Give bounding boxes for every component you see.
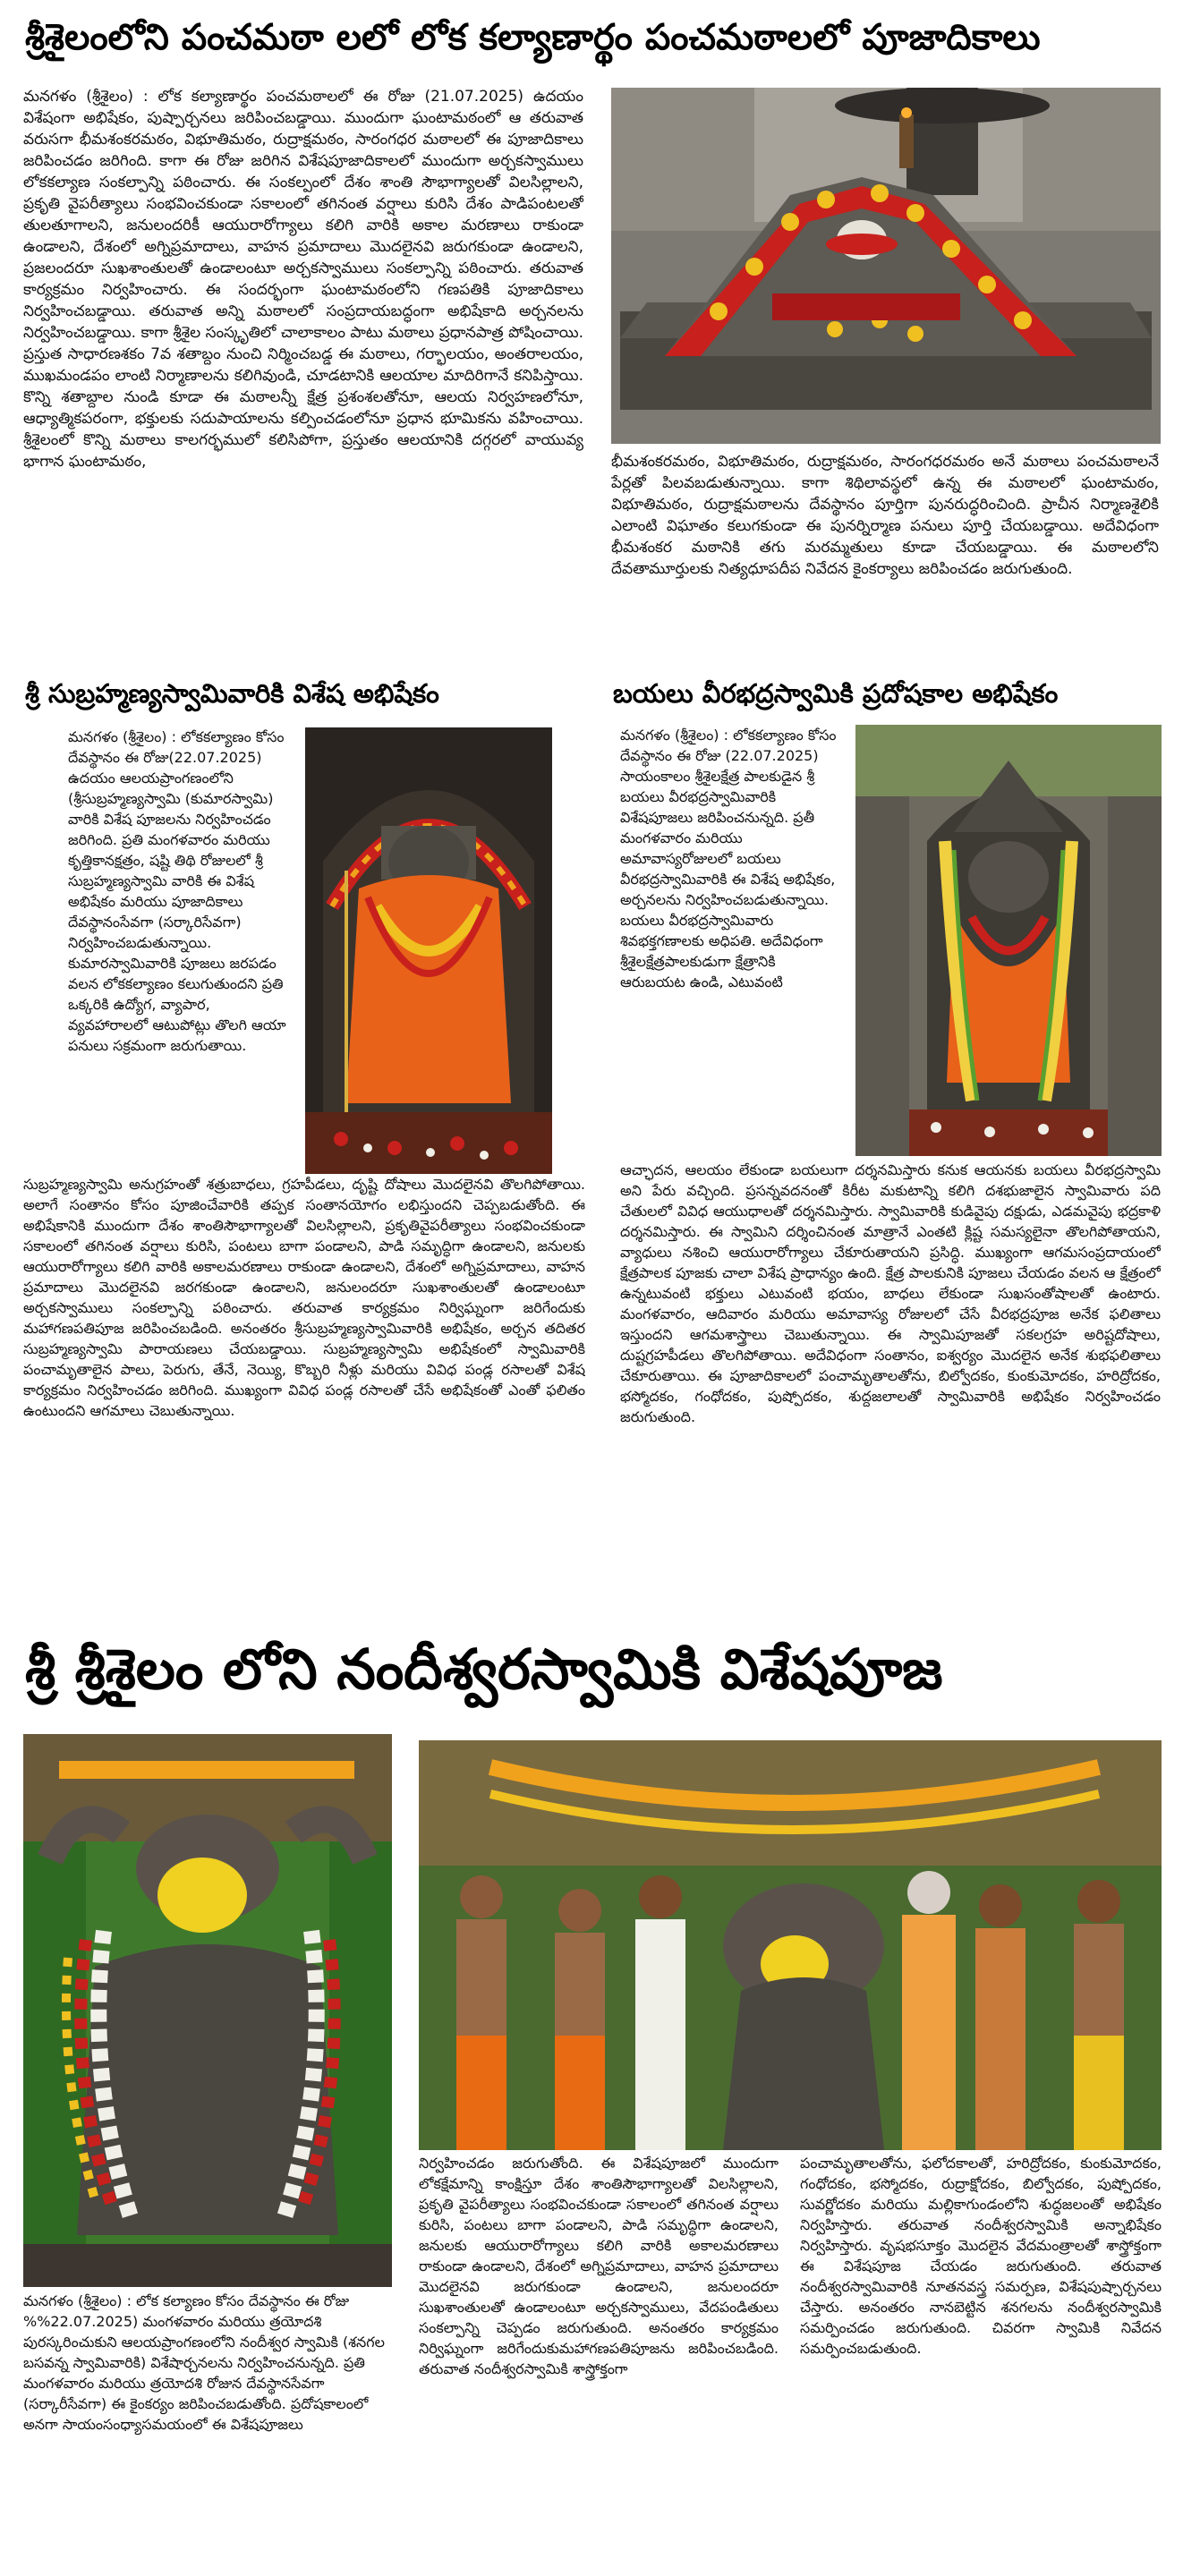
shivalinga-garland-photo <box>611 88 1161 444</box>
subrahmanya-body-bottom: సుబ్రహ్మణ్యస్వామి అనుగ్రహంతో శత్రుబాధలు, గ్రహపీడలు, దృష్టి దోషాలు మొదలైనవి తొలగిపోతాయి. అలాగే సంతానం కోసం పూజించేవారికి తప్పక సంతానయోగం లభిస్తుందని చెప్పబడుతోంది. ఈ అభిషేకానికి ముందుగా దేశం శాంతిసౌభాగ్యాలతో విలసిల్లాలని, ప్రకృతివైపరీత్యాలు సంభవించకుండా సకాలంలో తగినంత వర్షాలు కురిసి, పంటలు బాగా పండాలని, పాడి సమృద్ధిగా ఉండాలని, జనులకు ఆయురారోగ్యాలు కలిగి వారికి అకాలమరణాలు రాకుండా ఉండాలని, దేశంలో అగ్నిప్రమాదాలు, వాహన ప్రమాదాలు మొదలైనవి జరగకుండా ఉండాలని, జనులందరూ సుఖశాంతులతో ఉండాలంటూ అర్చకస్వాములు సంకల్పాన్ని పఠించారు. తరువాత కార్యక్రమం నిర్విఘ్నంగా జరిగేందుకు మహాగణపతిపూజ జరిపించబడింది. అనంతరం శ్రీసుబ్రహ్మణ్యస్వామివారికి అభిషేకం, అర్చన తదితర సుబ్రహ్మణ్యస్వామి పారాయణలు చేయబడ్డాయి. సుబ్రహ్మణ్యస్వామి అభిషేకంలో స్వామివారికి పంచామృతాలైన పాలు, పెరుగు, తేనే, నెయ్యి, కొబ్బరి నీళ్లు మరియు వివిధ పండ్ల రసాలతో విశేష కార్యక్రమం నిర్వహించడం జరిగింది. ముఖ్యంగా వివిధ పండ్ల రసాలతో చేసే అభిషేకంతో ఎంతో ఫలితం ఉంటుందని ఆగమాలు చెబుతున్నాయి. <box>23 1176 585 1419</box>
panchamatha-body-col1: మనగళం (శ్రీశైలం) : లోక కల్యాణార్థం పంచమఠాలలో ఈ రోజు (21.07.2025) ఉదయం విశేషంగా అభిషేకం, పుష్పార్చనలు జరిపించబడ్డాయి. ముందుగా ఘంటామఠంలో ఆ తరువాత వరుసగా భీమశంకరమఠం, విభూతిమఠం, రుద్రాక్షమఠం, సారంగధర మఠాలలో ఈ పూజాదికాలు జరిపించడం జరిగింది. కాగా ఈ రోజు జరిగిన విశేషపూజాదికాలలో ముందుగా అర్చకస్వాములు లోకకల్యాణ సంకల్పాన్ని పఠించారు. ఈ సంకల్పంలో దేశం శాంతి సౌభాగ్యాలతో విలసిల్లాలని, ప్రకృతి వైపరీత్యాలు సంభవించకుండా సకాలంలో తగినంత వర్షాలు కురిసి దేశం పాడిపంటలతో తులతూగాలని, జనులందరికీ ఆయురారోగ్యాలు కలిగి వారికి అకాల మరణాలు రాకుండా ఉండాలని, దేశంలో అగ్నిప్రమాదాలు, వాహన ప్రమాదాలు మొదలైనవి జరుగకుండా ఉండాలని, ప్రజలందరూ సుఖశాంతులతో ఉండాలంటూ అర్చకస్వాములు సంకల్పాన్ని పఠించారు. తరువాత కార్యక్రమం నిర్వహించారు. ఈ సందర్భంగా ఘంటామఠంలోని గణపతికి పూజాదికాలు నిర్వహించబడ్డాయి. తరువాత అన్ని మఠాలలో సంప్రదాయబద్ధంగా అభిషేకాది అర్చనలను నిర్వహించబడ్డాయి. కాగా శ్రీశైల సంస్కృతిలో చాలాకాలం పాటు మఠాలు ప్రధానపాత్ర పోషించాయి. ప్రస్తుత సాధారణశకం 7వ శతాబ్దం నుంచి నిర్మించబడ్డ ఈ మఠాలు, గర్భాలయం, అంతరాలయం, ముఖమండపం లాంటి నిర్మాణాలను కలిగివుండి, చూడటానికి ఆలయాల మాదిరిగానే కనిపిస్తాయి. కొన్ని శతాబ్దాల నుండి కూడా ఈ మఠాలన్నీ క్షేత్ర ప్రశంశలతోనూ, ఆలయ నిర్వహణలోనూ, ఆధ్యాత్మికపరంగా, భక్తులకు సదుపాయాలను కల్పించడంలోనూ ప్రధాన భూమికను వహించాయి. శ్రీశైలంలో కొన్ని మఠాలు కాలగర్భములో కలిసిపోగా, ప్రస్తుతం ఆలయానికి దగ్గరలో వాయువ్య భాగాన ఘంటామఠం, <box>23 88 583 471</box>
headline-panchamatha: శ్రీశైలంలోని పంచమఠా లలో లోక కల్యాణార్థం పంచమఠాలలో పూజాదికాలు <box>25 17 1041 58</box>
nandi-idol-photo <box>23 1734 392 2287</box>
nandishwara-body-col2: నిర్వహించడం జరుగుతోంది. ఈ విశేషపూజలో ముందుగా లోకక్షేమాన్ని కాంక్షిస్తూ దేశం శాంతిసౌభాగ్యాలతో విలసిల్లాలని, ప్రకృతి వైపరీత్యాలు సంభవించకుండా సకాలంలో తగినంత వర్షాలు కురిసి, పంటలు బాగా పండాలని, పాడి సమృద్ధిగా ఉండాలని, జనులకు ఆయురారోగ్యాలు కలిగి వారికి అకాలమరణాలు రాకుండా ఉండాలని, దేశంలో అగ్నిప్రమాదాలు, వాహన ప్రమాదాలు మొదలైనవి జరుగకుండా ఉండాలని, జనులందరూ సుఖశాంతులతో ఉండాలంటూ అర్చకస్వాములు, వేదపండితులు సంకల్పాన్ని చెప్పడం జరుగుతుంది. అనంతరం కార్యక్రమం నిర్విఘ్నంగా జరిగేందుకుమహాగణపతిపూజను జరిపించబడింది. తరువాత నందీశ్వరస్వామికి శాస్త్రోక్తంగా <box>419 2155 779 2377</box>
veerabhadra-body-top: మనగళం (శ్రీశైలం) : లోకకల్యాణం కోసం దేవస్థానం ఈ రోజు (22.07.2025) సాయంకాలం శ్రీశైలక్షేత్ర పాలకుడైన శ్రీ బయలు వీరభద్రస్వామివారికి విశేషపూజలు జరిపించనున్నది. ప్రతీ మంగళవారం మరియు అమావాస్యరోజులలో బయలు వీరభద్రస్వామివారికి ఈ విశేష అభిషేకం, అర్చనలను నిర్వహించబడుతున్నాయి. బయలు వీరభద్రస్వామివారు శివభక్తగణాలకు అధిపతి. అదేవిధంగా శ్రీశైలక్షేత్రపాలకుడుగా క్షేత్రానికి ఆరుబయట ఉండి, ఎటువంటి <box>620 727 837 990</box>
subrahmanya-body-top: మనగళం (శ్రీశైలం) : లోకకల్యాణం కోసం దేవస్థానం ఈ రోజు(22.07.2025) ఉదయం ఆలయప్రాంగణంలోని (శ్రీసుబ్రహ్మణ్యస్వామి (కుమారస్వామి) వారికి విశేష పూజలను నిర్వహించడం జరిగింది. ప్రతి మంగళవారం మరియు కృత్తికానక్షత్రం, షష్టి తిథి రోజులలో శ్రీ సుబ్రహ్మణ్యస్వామి వారికి ఈ విశేష అభిషేకం మరియు పూజాదికాలు దేవస్థానంసేవగా (సర్కారిసేవగా) నిర్వహించబడుతున్నాయి. కుమారస్వామివారికి పూజలు జరపడం వలన లోకకల్యాణం కలుగుతుందని ప్రతి ఒక్కరికి ఉద్యోగ, వ్యాపార, వ్యవహారాలలో ఆటుపోట్లు తొలగి ఆయా పనులు సక్రమంగా జరుగుతాయి. <box>68 728 286 1054</box>
panchamatha-body-col2: భీమశంకరమఠం, విభూతిమఠం, రుద్రాక్షమఠం, సారంగధరమఠం అనే మఠాలు పంచమఠాలనే పేర్లతో పిలవబడుతున్నాయి. కాగా శిథిలావస్థలో ఉన్న ఈ మఠాలలో ఘంటామఠం, విభూతిమఠం, రుద్రాక్షమఠాలను దేవస్థానం పూర్తిగా పునరుద్ధరించింది. ప్రాచీన నిర్మాణశైలికి ఎలాంటి విఘాతం కలుగకుండా ఈ పునర్నిర్మాణ పనులు పూర్తి చేయబడ్డాయి. అదేవిధంగా భీమశంకర మఠానికి తగు మరమ్మతులు కూడా చేయబడ్డాయి. ఈ మఠాలలోని దేవతామూర్తులకు నిత్యధూపదీప నివేదన కైంకర్యాలు జరిపించడం జరుగుతుంది. <box>611 453 1159 578</box>
headline-veerabhadra: బయలు వీరభద్రస్వామికి ప్రదోషకాల అభిషేకం <box>613 678 1059 709</box>
nandishwara-body-col1: మనగళం (శ్రీశైలం) : లోక కల్యాణం కోసం దేవస్థానం ఈ రోజు %%22.07.2025) మంగళవారం మరియు త్రయోదశి పురస్కరించుకుని ఆలయప్రాంగణంలోని నందీశ్వర స్వామికి (శనగల బసవన్న స్వామివారికి) విశేషార్చనలను నిర్వహించనున్నది. ప్రతి మంగళవారం మరియు త్రయోదశి రోజున దేవస్థానసేవగా (సర్కారీసేవగా) ఈ కైంకర్యం జరిపించబడుతోంది. ప్రదోషకాలంలో అనగా సాయంసంధ్యాసమయంలో ఈ విశేషపూజలు <box>23 2292 385 2433</box>
veerabhadra-body-bottom: ఆచ్ఛాదన, ఆలయం లేకుండా బయలుగా దర్శనమిస్తారు కనుక ఆయనకు బయలు వీరభద్రస్వామి అని పేరు వచ్చింది. ప్రసన్నవదనంతో కిరీట మకుటాన్ని కలిగి దశభుజాలైన స్వామివారు పది చేతులలో వివిధ ఆయుధాలతో దర్శనమిస్తారు. స్వామివారికి కుడివైపు దక్షుడు, ఎడమవైపు భద్రకాళి దర్శనమిస్తారు. ఈ స్వామిని దర్శించినంత మాత్రానే ఎంతటి క్లిష్ట సమస్యలైనా తొలగిపోతాయని, వ్యాధులు నశించి ఆయురారోగ్యాలు చేకూరుతాయని ప్రసిద్ధి. ముఖ్యంగా ఆగమసంప్రదాయంలో క్షేత్రపాలక పూజకు చాలా విశేష ప్రాధాన్యం ఉంది. క్షేత్ర పాలకునికి పూజలు చేయడం వలన ఆ క్షేత్రంలో ఉన్నటువంటి భక్తులు ఎటువంటి భయం, బాధలు లేకుండా సుఖసంతోషాలతో ఉంటారు. మంగళవారం, ఆదివారం మరియు అమావాస్య రోజులలో చేసే వీరభద్రపూజ అనేక ఫలితాలు ఇస్తుందని ఆగమశాస్త్రాలు చెబుతున్నాయి. ఈ స్వామిపూజతో సకలగ్రహ అరిష్టదోషాలు, దుష్టగ్రహపీడలు తొలగిపోతాయి. అదేవిధంగా సంతానం, ఐశ్వర్యం మొదలైన అనేక శుభఫలితాలు చేకూరుతాయి. ఈ పూజాదికాలలో పంచామృతాలతోను, బిల్వోదకం, కుంకుమోదకం, హరిద్రోదకం, భస్మోదకం, గంధోదకం, పుష్పోదకం, శుద్దజలాలతో స్వామివారికి అభిషేకం నిర్వహించడం జరుగుతుంది. <box>620 1161 1161 1425</box>
headline-nandishwara: శ్రీ శ్రీశైలం లోని నందీశ్వరస్వామికి విశేషపూజ <box>25 1637 943 1702</box>
subrahmanya-idol-photo <box>305 727 552 1174</box>
veerabhadra-idol-photo <box>855 725 1162 1156</box>
priests-ritual-photo <box>419 1740 1162 2150</box>
nandishwara-body-col3: పంచామృతాలతోను, ఫలోదకాలతో, హరిద్రోదకం, కుంకుమోదకం, గంధోదకం, భస్మోదకం, రుద్రాక్షోదకం, బిల్వోదకం, పుష్పోదకం, సువర్ణోదకం మరియు మల్లికాగుండంలోని శుద్ధజలంతో అభిషేకం నిర్వహిస్తారు. తరువాత నందీశ్వరస్వామికి అన్నాభిషేకం నిర్వహిస్తారు. వృషభసూక్తం మొదలైన వేదమంత్రాలతో శాస్త్రోక్తంగా ఈ విశేషపూజ చేయడం జరుగుతుంది. తరువాత నందీశ్వరస్వామివారికి నూతనవస్త్ర సమర్పణ, విశేషపుష్పార్చనలు చేస్తారు. అనంతరం నానబెట్టిన శనగలను నందీశ్వరస్వామికి సమర్పించడం జరుగుతుంది. చివరగా స్వామికి నివేదన సమర్పించబడుతుంది. <box>800 2155 1162 2357</box>
headline-subrahmanya: శ్రీ సుబ్రహ్మణ్యస్వామివారికి విశేష అభిషేకం <box>25 678 439 709</box>
